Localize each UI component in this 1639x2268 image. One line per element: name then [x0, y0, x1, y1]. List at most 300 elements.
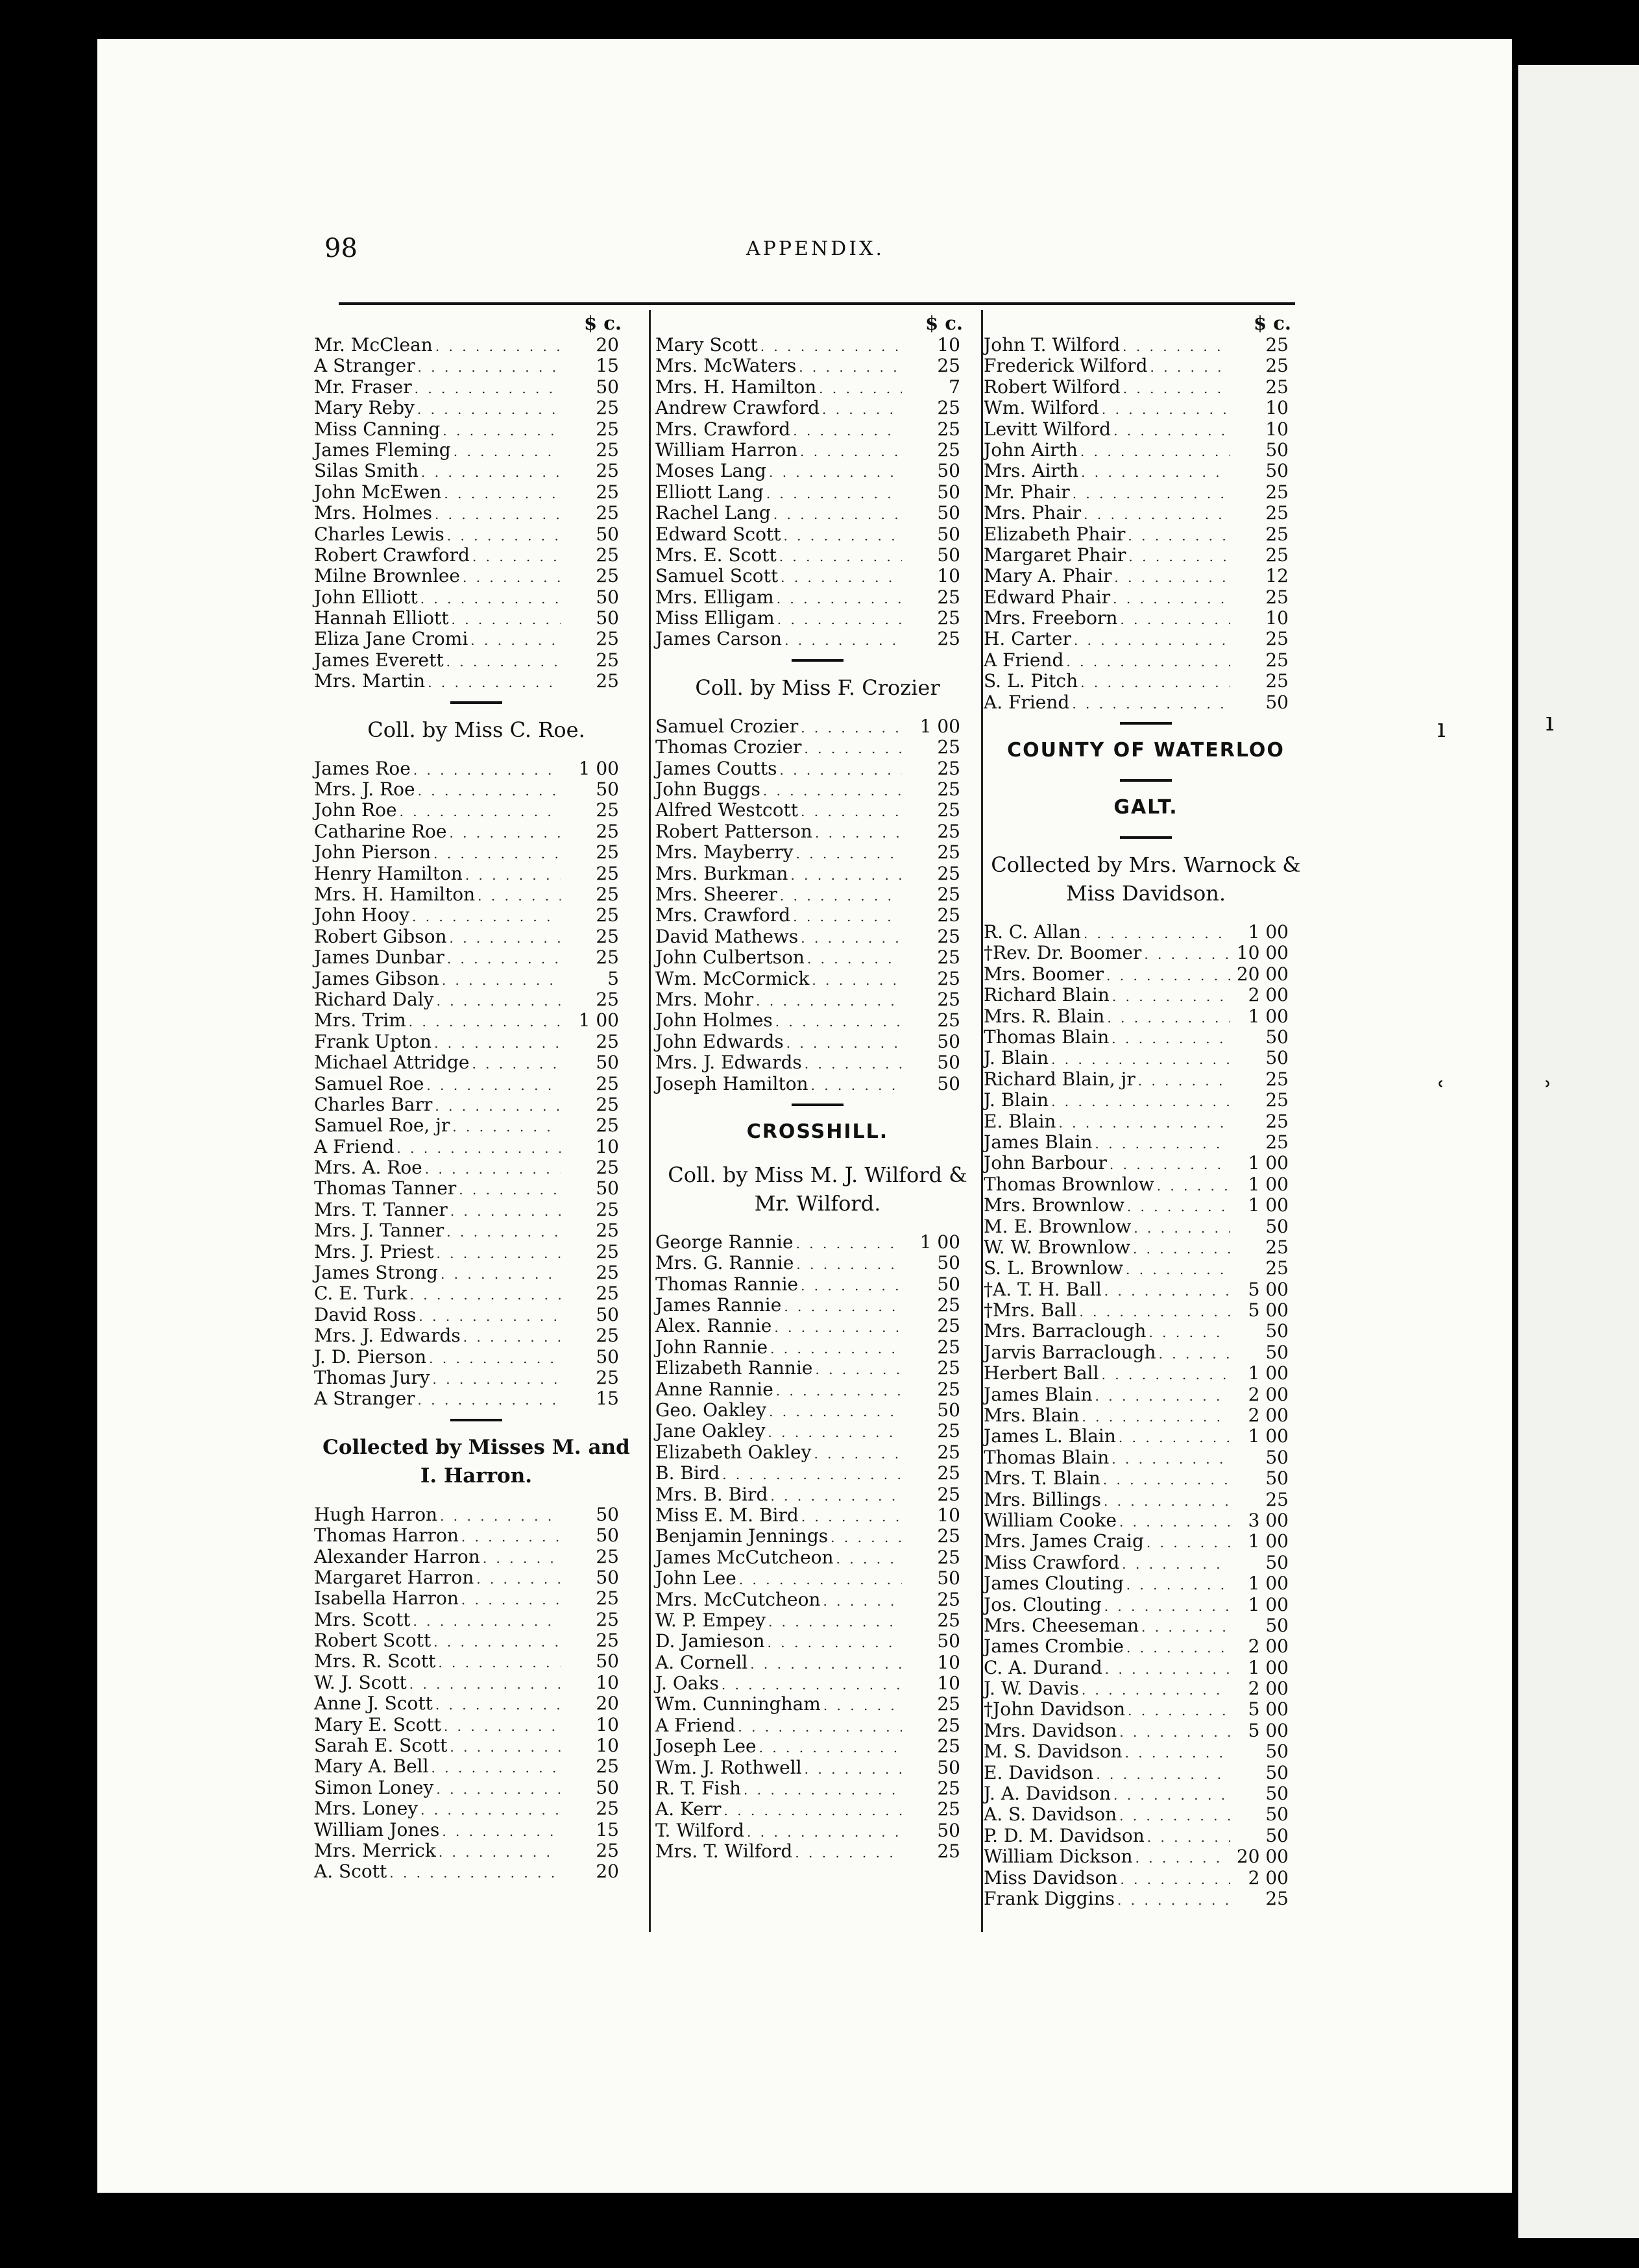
dollars-cents-label: $ c.: [1253, 312, 1291, 334]
subscriber-row: [655, 779, 980, 800]
section-heading: GALT.: [1113, 796, 1178, 819]
subscriber-name: John Lee: [655, 1567, 736, 1589]
section-divider: [792, 659, 844, 662]
subscriber-row: [655, 1074, 980, 1094]
subscriber-name: Hannah Elliott: [314, 607, 449, 629]
dot-leader: [410, 1285, 561, 1305]
dot-leader: [831, 1527, 902, 1548]
subscriber-row: [314, 1840, 638, 1861]
subscriber-name: Michael Attridge: [314, 1052, 470, 1074]
dot-leader: [1107, 1007, 1230, 1028]
amount: 25: [596, 947, 619, 969]
amount: 50: [937, 502, 960, 524]
subscriber-row: [314, 398, 638, 418]
dot-leader: [1102, 1364, 1230, 1385]
subscriber-name: Mary Scott: [655, 334, 758, 356]
amount: 50: [596, 523, 619, 545]
dot-leader: [418, 780, 561, 801]
amount: 15: [596, 1388, 619, 1410]
subscriber-row: [984, 692, 1308, 713]
dot-leader: [777, 609, 902, 630]
amount: 20 00: [1236, 1846, 1289, 1868]
dot-leader: [724, 1800, 902, 1821]
subscriber-row: [655, 1841, 980, 1862]
subscriber-row: [655, 503, 980, 524]
subscriber-name: John Hooy: [314, 904, 409, 926]
subscriber-name: Frank Upton: [314, 1030, 432, 1052]
dot-leader: [1135, 1848, 1230, 1868]
dot-leader: [433, 1369, 561, 1390]
subscriber-name: Mrs. Sheerer: [655, 883, 777, 905]
dot-leader: [459, 1179, 561, 1200]
subscriber-name: Milne Brownlee: [314, 565, 460, 587]
subscriber-name: Thomas Jury: [314, 1366, 430, 1388]
subscriber-row: [314, 1200, 638, 1220]
subscriber-name: Jos. Clouting: [984, 1593, 1102, 1615]
dot-leader: [1117, 1890, 1230, 1911]
subscriber-row: [984, 943, 1308, 963]
amount: 25: [1265, 376, 1289, 398]
dot-leader: [793, 420, 902, 441]
subscriber-name: Henry Hamilton: [314, 862, 463, 884]
section-heading: CROSSHILL.: [746, 1120, 889, 1143]
dot-leader: [1113, 1785, 1230, 1805]
amount: 10 00: [1236, 942, 1289, 964]
subscriber-name: Elizabeth Phair: [984, 523, 1126, 545]
dot-leader: [483, 1548, 561, 1569]
subscriber-row: [655, 969, 980, 989]
subscriber-name: James Carson: [655, 628, 783, 650]
subscriber-name: Jane Oakley: [655, 1420, 766, 1442]
dot-leader: [784, 630, 902, 651]
dot-leader: [1119, 1805, 1230, 1826]
amount: 25: [937, 925, 960, 947]
subscriber-row: [314, 1031, 638, 1052]
dot-leader: [801, 928, 902, 948]
dot-leader: [1119, 1427, 1230, 1448]
subscription-column: [314, 311, 638, 1883]
amount: 50: [1265, 1047, 1289, 1069]
subscriber-row: [984, 922, 1308, 943]
subscriber-row: [984, 1342, 1308, 1363]
dot-leader: [437, 991, 561, 1011]
dot-leader: [780, 760, 903, 780]
page-number: 98: [324, 234, 358, 263]
subscriber-name: Mary A. Bell: [314, 1755, 429, 1778]
dot-leader: [1114, 567, 1230, 588]
subscriber-row: [984, 524, 1308, 545]
amount: 25: [596, 925, 619, 947]
subscriber-name: Mrs. McWaters: [655, 355, 797, 377]
subscription-column: [655, 311, 980, 1863]
dot-leader: [412, 906, 561, 927]
subscriber-row: [655, 1400, 980, 1421]
amount: 25: [937, 418, 960, 440]
subscriber-row: [984, 1868, 1308, 1888]
amount: 50: [1265, 1824, 1289, 1846]
dot-leader: [796, 843, 903, 864]
section-divider: [1120, 779, 1172, 782]
subscriber-name: Anne Rannie: [655, 1378, 773, 1400]
dot-leader: [1084, 504, 1230, 525]
subscriber-name: Richard Blain: [984, 984, 1110, 1006]
subscriber-row: [655, 356, 980, 376]
subscriber-name: Anne J. Scott: [314, 1693, 433, 1715]
subscriber-row: [655, 1274, 980, 1295]
subscriber-name: Thomas Rannie: [655, 1273, 799, 1295]
subscriber-row: [984, 1531, 1308, 1552]
dot-leader: [814, 1443, 902, 1464]
subscriber-row: [655, 1316, 980, 1336]
subscriber-name: Mrs. R. Blain: [984, 1005, 1105, 1027]
amount: 25: [937, 1778, 960, 1800]
subscriber-name: Miss Crawford: [984, 1551, 1120, 1573]
dot-leader: [446, 1222, 561, 1242]
amount: 1 00: [1248, 1425, 1289, 1447]
margin-mark: ʾ: [1544, 1077, 1553, 1107]
subscriber-name: William Dickson: [984, 1846, 1133, 1868]
dot-leader: [450, 1737, 561, 1757]
dot-leader: [434, 1033, 561, 1054]
subscriber-name: Benjamin Jennings: [655, 1525, 829, 1547]
subscriber-name: A Stranger: [314, 1388, 415, 1410]
subscriber-row: [655, 524, 980, 545]
margin-mark: ı: [1546, 707, 1554, 737]
subscriber-name: A. S. Davidson: [984, 1804, 1117, 1826]
amount: 25: [937, 586, 960, 608]
amount: 25: [937, 1525, 960, 1547]
subscriber-name: R. C. Allan: [984, 921, 1081, 943]
dot-leader: [442, 970, 561, 991]
section-heading: Coll. by Miss C. Roe.: [367, 717, 585, 742]
dot-leader: [420, 1800, 561, 1820]
amount: 50: [937, 481, 960, 503]
amount: 25: [937, 1462, 960, 1484]
dot-leader: [795, 1842, 902, 1863]
subscriber-row: [984, 1763, 1308, 1783]
amount: 5: [607, 967, 619, 989]
subscriber-name: Elliott Lang: [655, 481, 764, 503]
subscriber-row: [314, 905, 638, 926]
subscriber-row: [314, 1052, 638, 1073]
amount: 25: [596, 1283, 619, 1305]
dot-leader: [1120, 1869, 1230, 1890]
subscriber-row: [984, 1888, 1308, 1909]
subscriber-name: Mrs. T. Wilford: [655, 1840, 793, 1863]
subscription-section: [314, 335, 638, 692]
subscriber-row: [314, 1115, 638, 1136]
subscriber-name: Thomas Crozier: [655, 736, 802, 758]
subscriber-row: [314, 1861, 638, 1882]
dot-leader: [1120, 609, 1230, 630]
dot-leader: [470, 630, 561, 651]
dot-leader: [815, 823, 902, 843]
dot-leader: [389, 1863, 561, 1883]
dot-leader: [454, 441, 561, 462]
dot-leader: [438, 1652, 561, 1673]
dot-leader: [439, 1842, 561, 1863]
amount: 50: [596, 376, 619, 398]
dot-leader: [770, 1486, 902, 1506]
dot-leader: [722, 1464, 902, 1485]
subscriber-name: J. D. Pierson: [314, 1345, 427, 1368]
subscriber-name: Mrs. Brownlow: [984, 1194, 1124, 1216]
subscriber-name: John McEwen: [314, 481, 442, 503]
amount: 50: [1265, 1804, 1289, 1826]
amount: 50: [937, 1072, 960, 1094]
subscriber-name: J. A. Davidson: [984, 1783, 1111, 1805]
amount: 25: [937, 1735, 960, 1757]
dot-leader: [415, 378, 561, 399]
subscriber-name: James Rannie: [655, 1294, 782, 1316]
subscriber-row: [655, 1463, 980, 1484]
dot-leader: [768, 1632, 902, 1653]
amount: 50: [937, 1252, 960, 1274]
subscriber-row: [984, 1111, 1308, 1132]
subscriber-name: Mrs. H. Hamilton: [655, 376, 817, 398]
subscriber-name: Thomas Harron: [314, 1525, 459, 1547]
amount: 25: [1265, 523, 1289, 545]
subscriber-row: [655, 926, 980, 947]
dot-leader: [1113, 420, 1230, 441]
amount: 25: [596, 820, 619, 842]
header-rule: [339, 302, 1295, 305]
subscriber-name: Miss Elligam: [655, 607, 775, 629]
amount: 10: [1265, 607, 1289, 629]
subscriber-row: [655, 608, 980, 629]
subscriber-name: William Cooke: [984, 1509, 1117, 1531]
subscriber-row: [655, 1652, 980, 1673]
dot-leader: [768, 1422, 902, 1443]
dot-leader: [1080, 441, 1230, 462]
amount: 1 00: [1248, 1530, 1289, 1552]
subscriber-row: [314, 1094, 638, 1115]
subscriber-name: James L. Blain: [984, 1425, 1116, 1447]
amount: 50: [596, 778, 619, 801]
amount: 2 00: [1248, 1405, 1289, 1427]
amount: 10: [937, 334, 960, 356]
dot-leader: [777, 588, 902, 609]
subscriber-row: [314, 863, 638, 884]
subscriber-row: [314, 947, 638, 968]
amount: 25: [1265, 1068, 1289, 1090]
amount: 25: [1265, 1089, 1289, 1111]
subscriber-name: Thomas Brownlow: [984, 1173, 1154, 1195]
dot-leader: [417, 399, 561, 420]
dot-leader: [779, 546, 902, 567]
section-divider: [1120, 836, 1172, 839]
subscriber-row: [314, 1588, 638, 1609]
subscriber-row: [984, 377, 1308, 398]
subscriber-row: [655, 947, 980, 968]
dot-leader: [1138, 1070, 1230, 1091]
subscriber-name: Mrs. Mayberry: [655, 841, 794, 863]
subscriber-name: Edward Phair: [984, 586, 1111, 608]
amount: 2 00: [1248, 1383, 1289, 1405]
subscriber-name: John Elliott: [314, 586, 418, 608]
subscriber-row: [984, 1300, 1308, 1321]
subscription-section: [314, 1419, 638, 1883]
subscriber-name: A. Kerr: [655, 1798, 722, 1820]
amount: 25: [596, 1545, 619, 1567]
subscriber-name: Mrs. Scott: [314, 1608, 411, 1630]
amount: 25: [937, 1840, 960, 1863]
subscriber-row: [314, 356, 638, 376]
subscriber-row: [655, 1568, 980, 1589]
subscriber-name: Robert Patterson: [655, 820, 812, 842]
dot-leader: [1051, 1049, 1230, 1070]
subscriber-name: Silas Smith: [314, 460, 419, 482]
amount: 1 00: [1248, 1173, 1289, 1195]
dot-leader: [1144, 944, 1230, 965]
amount: 1 00: [578, 757, 619, 779]
dot-leader: [1102, 399, 1230, 420]
adjacent-page-edge: [1518, 65, 1639, 2238]
subscriber-name: Mrs. Elligam: [655, 586, 774, 608]
amount: 5 00: [1248, 1698, 1289, 1720]
amount: 1 00: [919, 1231, 960, 1253]
dot-leader: [763, 780, 902, 801]
dot-leader: [801, 718, 902, 738]
amount: 15: [596, 1818, 619, 1840]
section-heading: Coll. by Miss F. Crozier: [695, 675, 940, 700]
subscriber-name: James Fleming: [314, 439, 451, 461]
amount: 20: [596, 334, 619, 356]
subscriber-row: [655, 1358, 980, 1379]
subscriber-name: Mrs. Loney: [314, 1798, 419, 1820]
subscriber-name: Mrs. Crawford: [655, 418, 791, 440]
subscriber-row: [655, 1736, 980, 1757]
amount: 50: [1265, 1741, 1289, 1763]
subscriber-name: Wm. McCormick: [655, 967, 810, 989]
dot-leader: [819, 378, 902, 399]
subscriber-row: [984, 671, 1308, 692]
amount: 50: [1265, 1761, 1289, 1783]
dot-leader: [421, 462, 561, 483]
subscriber-name: E. Davidson: [984, 1761, 1094, 1783]
subscriber-name: J. W. Davis: [984, 1678, 1079, 1700]
subscriber-row: [984, 335, 1308, 356]
dot-leader: [476, 1569, 561, 1589]
subscriber-row: [314, 1672, 638, 1693]
section-divider: [450, 701, 502, 704]
dot-leader: [722, 1674, 902, 1695]
subscription-section: [984, 335, 1308, 713]
subscriber-row: [655, 1610, 980, 1631]
subscriber-name: Mrs. Airth: [984, 460, 1079, 482]
dollars-cents-label: $ c.: [583, 312, 622, 334]
section-divider: [1120, 722, 1172, 725]
dot-leader: [1133, 1238, 1230, 1259]
subscriber-row: [314, 1778, 638, 1798]
subscriber-name: Thomas Tanner: [314, 1177, 457, 1200]
subscriber-name: Jarvis Barraclough: [984, 1341, 1156, 1363]
amount: 50: [596, 1052, 619, 1074]
subscriber-name: Mrs. Burkman: [655, 862, 788, 884]
dot-leader: [433, 1632, 561, 1652]
dot-leader: [781, 567, 902, 588]
subscriber-row: [984, 1405, 1308, 1426]
subscriber-row: [655, 842, 980, 863]
dot-leader: [444, 1716, 561, 1737]
amount: 25: [596, 1220, 619, 1242]
subscription-section: [655, 1161, 980, 1863]
amount: 25: [596, 1198, 619, 1220]
dot-leader: [1126, 1259, 1230, 1280]
subscriber-row: [655, 1031, 980, 1052]
subscriber-row: [984, 1468, 1308, 1489]
subscriber-row: [984, 1678, 1308, 1699]
subscriber-row: [655, 716, 980, 737]
amount: 25: [596, 1587, 619, 1610]
amount: 10: [1265, 397, 1289, 419]
amount: 1 00: [919, 715, 960, 737]
amount: 25: [937, 904, 960, 926]
dot-leader: [775, 1011, 902, 1032]
subscriber-row: [314, 1305, 638, 1325]
dot-leader: [442, 1821, 561, 1842]
amount: 1 00: [1248, 1656, 1289, 1678]
subscriber-row: [655, 1253, 980, 1273]
subscriber-row: [984, 629, 1308, 649]
dot-leader: [1111, 1449, 1230, 1469]
dot-leader: [1123, 378, 1230, 399]
amount: 25: [1265, 586, 1289, 608]
amount: 50: [596, 1345, 619, 1368]
dot-leader: [419, 1306, 561, 1327]
running-head: APPENDIX.: [746, 237, 884, 260]
subscriber-name: John Edwards: [655, 1030, 784, 1052]
dot-leader: [461, 1526, 561, 1547]
dot-leader: [449, 928, 561, 948]
amount: 25: [596, 649, 619, 671]
subscription-section: [655, 1104, 980, 1146]
subscriber-row: [314, 1547, 638, 1567]
dot-leader: [447, 525, 561, 546]
amount: 2 00: [1248, 1635, 1289, 1658]
subscriber-name: S. L. Pitch: [984, 670, 1078, 692]
amount: 50: [937, 1819, 960, 1841]
amount: 25: [596, 1093, 619, 1115]
subscriber-row: [655, 587, 980, 608]
amount: 25: [1265, 670, 1289, 692]
subscriber-row: [984, 1237, 1308, 1258]
section-divider: [450, 1419, 502, 1421]
amount: 25: [937, 841, 960, 863]
subscriber-row: [314, 1525, 638, 1546]
subscriber-row: [314, 1798, 638, 1819]
amount: 50: [1265, 1341, 1289, 1363]
amount: 25: [1265, 334, 1289, 356]
subscriber-row: [314, 1610, 638, 1630]
dot-leader: [447, 948, 561, 969]
dot-leader: [804, 738, 902, 759]
margin-mark: ı: [1437, 714, 1446, 743]
subscriber-row: [314, 926, 638, 947]
dot-leader: [1147, 1827, 1230, 1848]
amount: 50: [937, 1756, 960, 1778]
subscriber-name: Mrs. Barraclough: [984, 1320, 1147, 1342]
amount: 50: [596, 586, 619, 608]
amount: 25: [937, 1378, 960, 1400]
dot-leader: [413, 760, 561, 780]
subscriber-row: [984, 587, 1308, 608]
dot-leader: [433, 843, 561, 864]
subscriber-row: [984, 1846, 1308, 1867]
dot-leader: [747, 1822, 902, 1842]
amount: 5 00: [1248, 1299, 1289, 1321]
subscriber-row: [984, 440, 1308, 461]
